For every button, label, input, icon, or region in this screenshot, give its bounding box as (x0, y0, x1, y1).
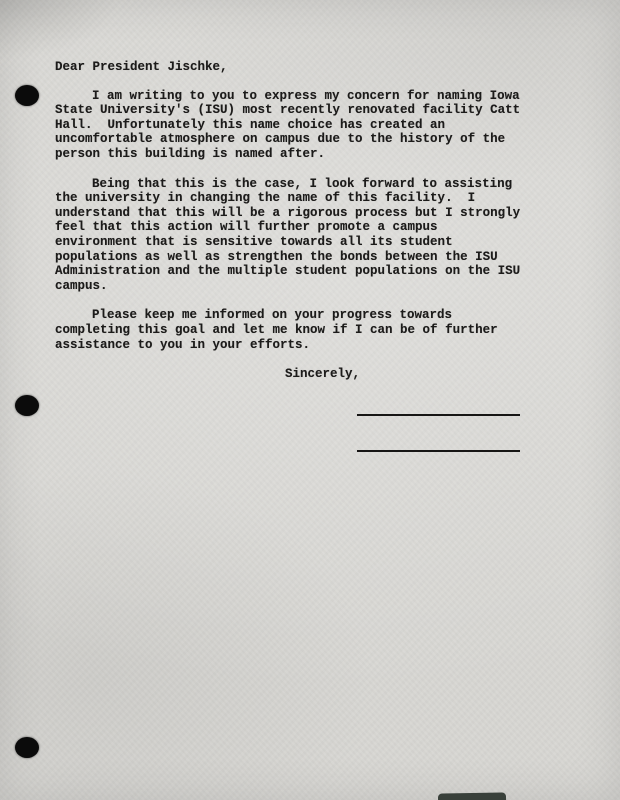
salutation: Dear President Jischke, (55, 60, 228, 74)
paragraph-3: Please keep me informed on your progress towards completing this goal and let me know if I can be of further assistance to you in your efforts. (55, 308, 506, 352)
closing: Sincerely, (285, 367, 361, 382)
paragraph-1: I am writing to you to express my concern for naming Iowa State University's (ISU) most recently renovated facility Catt Hall. Unfortunately this name choice has created an uncomfortable atmosphere on campus due to the history of the person this building is named after. (55, 88, 528, 161)
letter-body (55, 60, 528, 486)
signature-area (357, 414, 520, 452)
signature-line-1 (357, 414, 520, 416)
signature-line-2 (357, 450, 520, 452)
hole-punch-bottom (15, 737, 39, 758)
paragraph-2: Being that this is the case, I look forward to assisting the university in changing the name of this facility. I understand that this will be a rigorous process but I strongly feel that this action will further promote a campus environment that is sensitive towards all its student populations as well as strengthen the bonds between the ISU Administration and the multiple student populations on the ISU campus. (55, 176, 528, 293)
hole-punch-top (15, 85, 39, 106)
hole-punch-middle (15, 395, 39, 416)
scan-shadow (0, 0, 120, 60)
scan-artifact (438, 792, 506, 800)
